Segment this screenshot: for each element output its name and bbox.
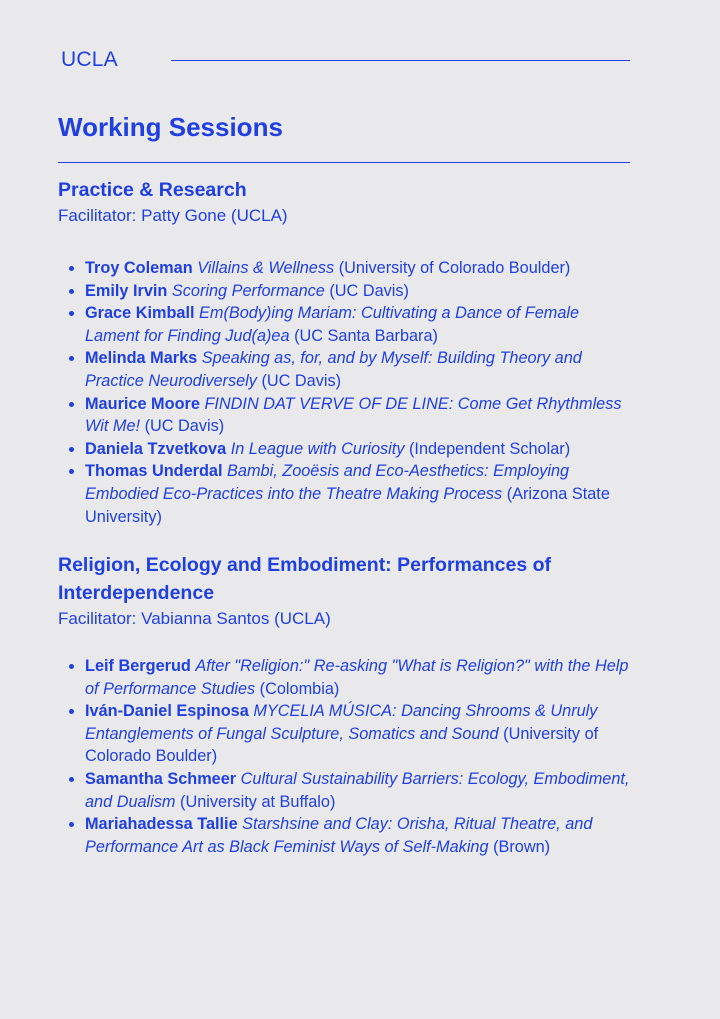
presenter-name: Mariahadessa Tallie [85, 815, 238, 834]
paper-title: Cultural Sustainability Barriers: Ecology, Embodiment, and Dualism [85, 769, 630, 811]
list-item [58, 257, 630, 280]
page-title: Working Sessions [58, 112, 283, 142]
presenter-affiliation: (UC Davis) [144, 417, 225, 436]
list-item [58, 700, 630, 768]
paper-title: Scoring Performance [171, 281, 325, 300]
paper-title: In League with Curiosity [230, 439, 405, 458]
list-item [58, 302, 630, 347]
paper-title: FINDIN DAT VERVE OF DE LINE: Come Get Rhythmless Wit Me! [85, 394, 622, 436]
presenter-affiliation: (Arizona State University) [85, 484, 610, 526]
presenter-name: Thomas Underdal [85, 462, 223, 481]
session-list [58, 655, 630, 858]
org-name: UCLA [61, 48, 118, 71]
presenter-name: Leif Bergerud [85, 657, 191, 675]
presenter-affiliation: (University at Buffalo) [180, 792, 336, 811]
section-heading: Religion, Ecology and Embodiment: Performances of Interdependence [58, 554, 551, 604]
session-list [58, 257, 630, 528]
list-item [58, 393, 630, 438]
header-divider [171, 60, 630, 61]
paper-title: Em(Body)ing Mariam: Cultivating a Dance of Female Lament for Finding Jud(a)ea [85, 304, 580, 345]
section-religion-ecology [58, 551, 630, 858]
section-facilitator: Facilitator: Patty Gone (UCLA) [58, 206, 288, 225]
paper-title: Speaking as, for, and by Myself: Building Theory and Practice Neurodiversely [85, 349, 582, 390]
page-header [58, 46, 630, 76]
presenter-affiliation: (University of Colorado Boulder) [338, 259, 571, 277]
presenter-affiliation: (Independent Scholar) [409, 439, 571, 458]
presenter-affiliation: (University of Colorado Boulder) [85, 724, 599, 766]
section-heading: Practice & Research [58, 179, 247, 201]
presenter-name: Emily Irvin [85, 281, 168, 300]
presenter-name: Troy Coleman [85, 259, 193, 277]
presenter-affiliation: (UC Davis) [261, 371, 342, 390]
presenter-name: Samantha Schmeer [85, 769, 237, 788]
list-item [58, 813, 630, 858]
list-item [58, 347, 630, 392]
presenter-name: Daniela Tzvetkova [85, 439, 227, 458]
presenter-name: Melinda Marks [85, 349, 198, 368]
presenter-name: Grace Kimball [85, 304, 195, 323]
presenter-affiliation: (Brown) [493, 837, 551, 856]
paper-title: Starshsine and Clay: Orisha, Ritual Theatre, and Performance Art as Black Feminist Ways of Self-Making [85, 815, 593, 856]
list-item [58, 438, 630, 461]
title-divider [58, 162, 630, 163]
presenter-affiliation: (UC Santa Barbara) [294, 326, 438, 345]
list-item [58, 280, 630, 303]
paper-title: After "Religion:" Re-asking "What is Religion?" with the Help of Performance Studies [85, 657, 629, 698]
section-practice-research [58, 176, 630, 528]
presenter-name: Maurice Moore [85, 394, 200, 413]
list-item [58, 460, 630, 528]
presenter-affiliation: (UC Davis) [329, 281, 409, 300]
paper-title: Villains & Wellness [197, 259, 335, 277]
list-item [58, 768, 630, 813]
list-item [58, 655, 630, 700]
paper-title: Bambi, Zooësis and Eco-Aesthetics: Employing Embodied Eco-Practices into the Theatre Making Process [85, 462, 570, 503]
presenter-affiliation: (Colombia) [259, 679, 340, 698]
presenter-name: Iván-Daniel Espinosa [85, 702, 249, 721]
section-facilitator: Facilitator: Vabianna Santos (UCLA) [58, 609, 331, 628]
paper-title: MYCELIA MÚSICA: Dancing Shrooms & Unruly Entanglements of Fungal Sculpture, Somatics and Sound [85, 702, 598, 743]
